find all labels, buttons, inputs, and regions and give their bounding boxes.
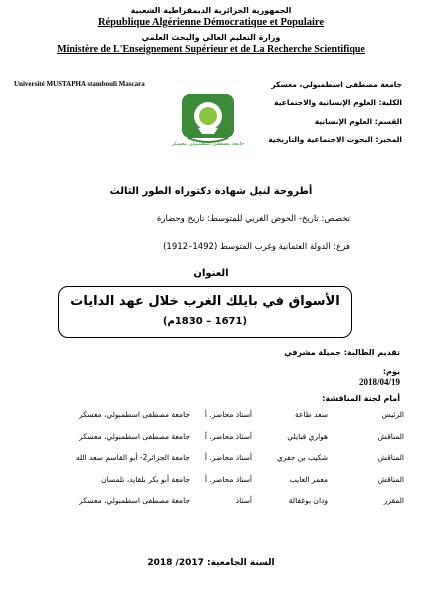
ministry-fr: Ministère de L'Enseignement Supérieur et de La Recherche Scientifique	[57, 44, 365, 55]
defense-date: 2018/04/19	[358, 377, 400, 387]
committee-rank: أستاذ محاضر. أ	[204, 475, 252, 484]
committee-university: جامعة مصطفى اسطمبولي، معسكر	[78, 496, 190, 505]
thesis-period: (1671 – 1830م)	[162, 316, 248, 327]
day-label: يوم:	[382, 367, 400, 376]
logo-caption: جامعة مصطفى اسطمبولي معسكر	[171, 141, 245, 147]
committee-role: الرئيس	[381, 410, 404, 419]
ministry-ar: وزارة التعليم العالي والبحث العلمي	[141, 33, 281, 42]
committee-name: سعد طاعة	[295, 410, 328, 419]
branch: فرع: الدولة العثمانية وغرب المتوسط (1492–1912)	[163, 242, 350, 252]
presented-by: تقديم الطالبة: جميلة مشرفي	[284, 348, 400, 357]
committee-row	[18, 475, 404, 489]
committee-university: جامعة مصطفى اسطمبولي، معسكر	[78, 410, 190, 419]
committee-row	[18, 453, 404, 467]
lab: المخبر: البحوث الاجتماعية والتاريخية	[268, 135, 402, 144]
committee-name: معمر العايب	[289, 475, 328, 484]
university-ar: جامعة مصطفى اسطمبولي، معسكر	[271, 80, 402, 89]
department: القسم: العلوم الإنسانية	[314, 117, 402, 126]
committee-rank: أستاذ	[235, 496, 252, 505]
committee-role: المناقش	[377, 453, 404, 462]
degree: أطروحة لنيل شهادة دكتوراه الطور الثالث	[109, 186, 313, 197]
committee-row	[18, 432, 404, 446]
committee-role: المناقش	[377, 475, 404, 484]
title-heading: العنوان	[193, 268, 229, 279]
specialty: تخصص: تاريخ- الحوض الغربي للمتوسط: تاريخ وحضارة	[156, 214, 350, 224]
committee-name: ودان بوغفالة	[288, 496, 328, 505]
committee-heading: أمام لجنة المناقشة:	[322, 394, 400, 403]
university-fr: Université MUSTAPHA stambouli Mascara	[14, 80, 145, 88]
university-logo	[168, 84, 248, 154]
committee-rank: أستاذ محاضر. أ	[204, 453, 252, 462]
committee-row	[18, 496, 404, 510]
committee-rank: أستاذ محاضر. أ	[204, 432, 252, 441]
republic-ar: الجمهورية الجزائرية الديمقراطية الشعبية	[130, 6, 292, 15]
republic-fr: République Algérienne Démocratique et Populaire	[97, 17, 325, 28]
committee-role: المناقش	[377, 432, 404, 441]
committee-role: المقرر	[383, 496, 404, 505]
academic-year: السنة الجامعية: 2017/ 2018	[147, 558, 275, 568]
committee-university: جامعة أبو بكر بلقايد، تلمسان	[100, 475, 190, 484]
committee-rank: أستاذ محاضر. أ	[204, 410, 252, 419]
committee-university: جامعة الجزائر2- أبو القاسم سعد الله	[75, 453, 190, 462]
committee-university: جامعة مصطفى اسطمبولي، معسكر	[78, 432, 190, 441]
committee-name: هواري قبايلي	[287, 432, 328, 441]
faculty: الكلية: العلوم الإنسانية والاجتماعية	[274, 98, 402, 107]
committee-name: شكيب بن حفري	[276, 453, 328, 462]
committee-row	[18, 410, 404, 424]
thesis-title: الأسواق في بايلك الغرب خلال عهد الدايات	[70, 294, 340, 309]
